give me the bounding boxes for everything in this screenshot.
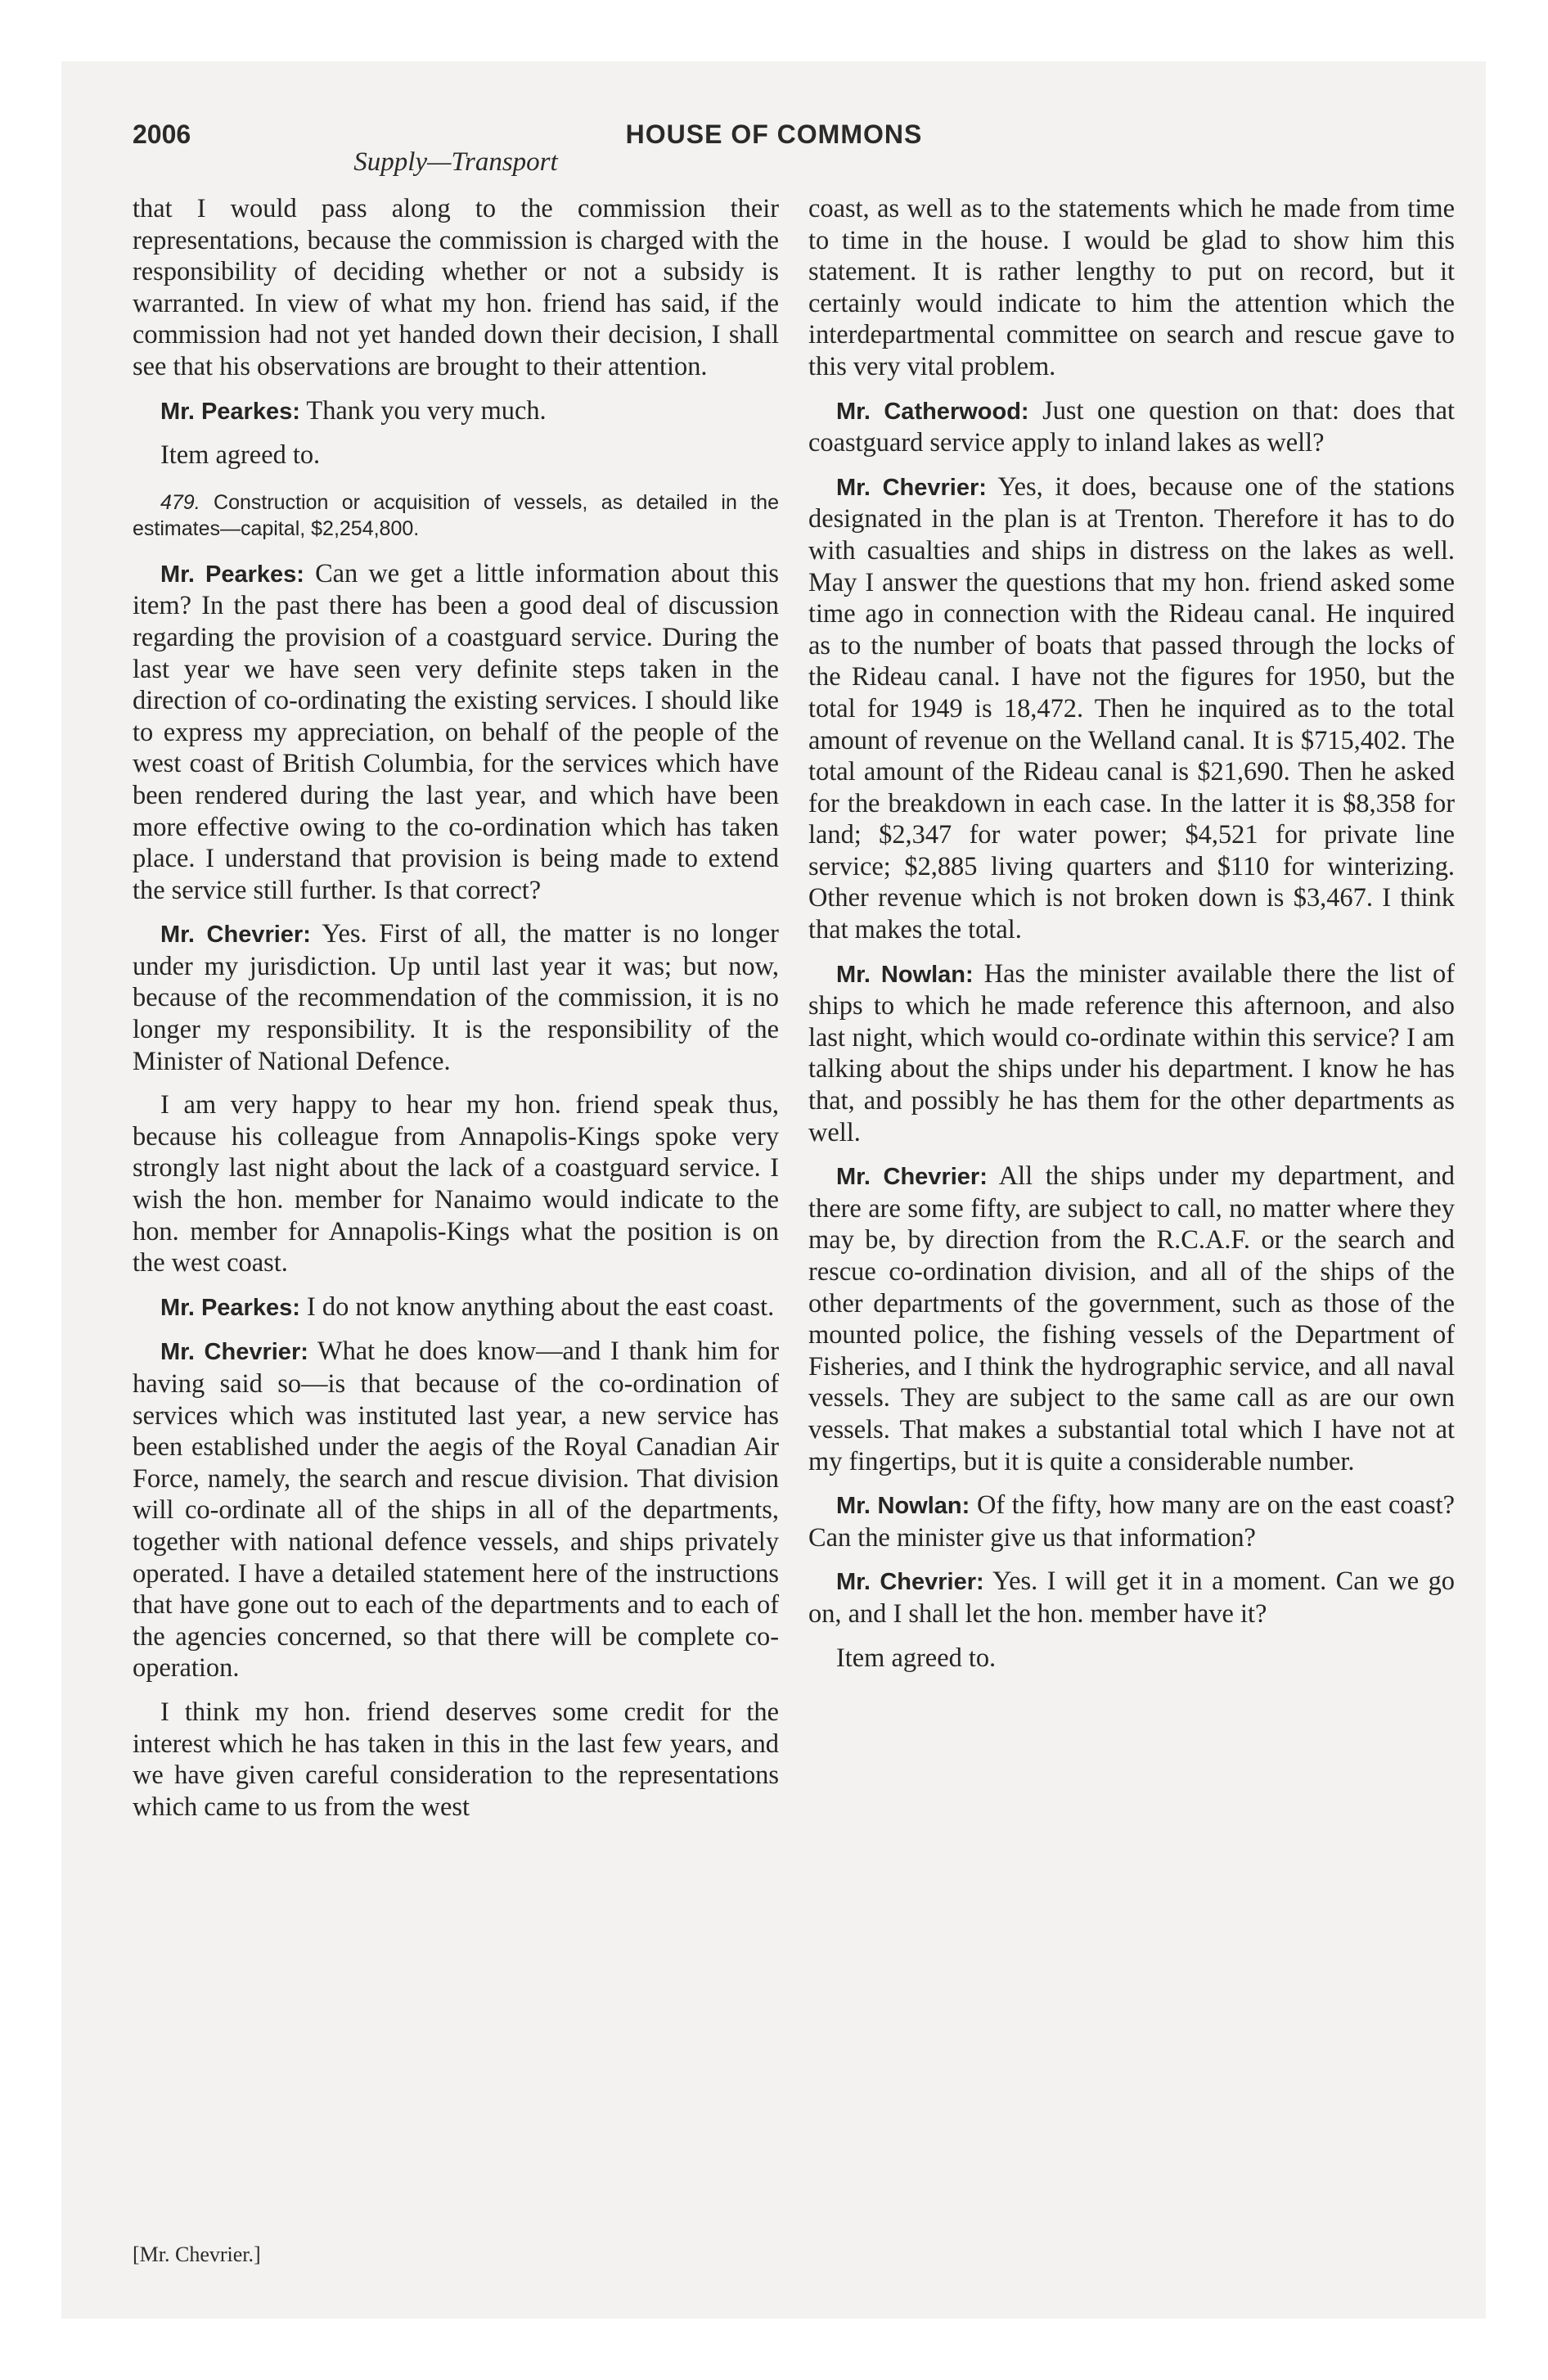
- speech: [133, 1336, 779, 1684]
- speech: [133, 1291, 779, 1324]
- speech-text: Has the minister available there the list of ships to which he made reference this afternoon, and also last night, which would co-ordinate within this service? I am talking about the ships under his department. I know he has that, and possibly he has them for the other departments as well.: [808, 958, 1455, 1147]
- speech-text: Can we get a little information about this item? In the past there has been a good deal of discussion regarding the provision of a coastguard service. During the last year we have seen very definite steps taken in the direction of co-ordinating the existing services. I should like to express my appreciation, on behalf of the people of the west coast of British Columbia, for the services which have been rendered during the last year, and which have been more effective owing to the co-ordination which has taken place. I understand that provision is being made to extend the service still further. Is that correct?: [133, 558, 779, 905]
- speaker-name: Mr. Chevrier:: [160, 1339, 308, 1366]
- speech-text: Of the fifty, how many are on the east coast? Can the minister give us that information?: [808, 1490, 1455, 1553]
- speech: [808, 1566, 1455, 1629]
- paragraph: coast, as well as to the statements which he made from time to time in the house. I would be glad to show him this statement. It is rather lengthy to put on record, but it certainly would indicate to him the attention which the interdepartmental committee on search and rescue gave to this very vital problem.: [808, 194, 1455, 381]
- speech-text: Yes. I will get it in a moment. Can we go on, and I shall let the hon. member have it?: [808, 1566, 1455, 1629]
- speech-text: I do not know anything about the east coast.: [307, 1291, 775, 1322]
- speech: [808, 1161, 1455, 1477]
- speech-text: Yes. First of all, the matter is no longer under my jurisdiction. Up until last year it was; but now, because of the recommendation of the commission, it is no longer my responsibility. It is the responsibility of the Minister of National Defence.: [133, 919, 779, 1076]
- section-heading: Supply—Transport: [353, 147, 558, 177]
- speaker-name: Mr. Chevrier:: [836, 1569, 984, 1596]
- right-column: [808, 193, 1455, 1686]
- speech: [133, 395, 779, 428]
- speech: [133, 918, 779, 1077]
- speaker-name: Mr. Nowlan:: [836, 961, 974, 988]
- running-head: HOUSE OF COMMONS: [625, 119, 923, 149]
- estimate-item: [133, 489, 779, 542]
- page-number: 2006: [133, 119, 191, 149]
- footer-speaker-attribution: [Mr. Chevrier.]: [133, 2243, 261, 2266]
- speech-text: Yes, it does, because one of the stations designated in the plan is at Trenton. Therefore it has to do with casualties and ships in distress on the lakes as well. May I answer the questions that my hon. friend asked some time ago in connection with the Rideau canal. He inquired as to the number of boats that passed through the locks of the Rideau canal. I have not the figures for 1950, but the total for 1949 is 18,472. Then he inquired as to the total amount of revenue on the Welland canal. It is $715,402. The total amount of the Rideau canal is $21,690. Then he asked for the breakdown in each case. In the latter it is $8,358 for land; $2,347 for water power; $4,521 for private line service; $2,885 living quarters and $110 for winterizing. Other revenue which is not broken down is $3,467. I think that makes the total.: [808, 471, 1455, 945]
- speech: [808, 1490, 1455, 1553]
- speaker-name: Mr. Pearkes:: [160, 398, 300, 425]
- speaker-name: Mr. Chevrier:: [836, 1164, 988, 1191]
- paragraph: I am very happy to hear my hon. friend speak thus, because his colleague from Annapolis-Kings spoke very strongly last night about the lack of a coastguard service. I wish the hon. member for Nanaimo would indicate to the hon. member for Annapolis-Kings what the position is on the west coast.: [133, 1090, 779, 1278]
- left-column: [133, 193, 779, 1835]
- speech: [808, 395, 1455, 459]
- speaker-name: Mr. Chevrier:: [160, 922, 311, 949]
- speaker-name: Mr. Nowlan:: [836, 1493, 970, 1520]
- speech-text: Thank you very much.: [306, 395, 547, 426]
- speaker-name: Mr. Chevrier:: [836, 474, 987, 501]
- speech: [808, 958, 1455, 1149]
- speech: [133, 558, 779, 907]
- estimate-number: 479.: [160, 490, 200, 514]
- paragraph: I think my hon. friend deserves some credit for the interest which he has taken in this in the last few years, and we have given careful consideration to the representations which came to us from the west: [133, 1697, 779, 1822]
- speech-text: Just one question on that: does that coastguard service apply to inland lakes as well?: [808, 395, 1456, 458]
- paragraph: Item agreed to.: [836, 1643, 997, 1673]
- speech-text: What he does know—and I thank him for having said so—is that because of the co-ordination of services which was instituted last year, a new service has been established under the aegis of the Royal Canadian Air Force, namely, the search and rescue division. That division will co-ordinate all of the ships in all of the departments, together with national defence vessels, and ships privately operated. I have a detailed statement here of the instructions that have gone out to each of the departments and to each of the agencies concerned, so that there will be complete co-operation.: [133, 1336, 780, 1684]
- paragraph: Item agreed to.: [160, 440, 321, 471]
- speech: [808, 471, 1455, 946]
- speaker-name: Mr. Catherwood:: [836, 398, 1029, 425]
- speaker-name: Mr. Pearkes:: [160, 1294, 300, 1321]
- speaker-name: Mr. Pearkes:: [160, 561, 304, 588]
- paragraph: that I would pass along to the commission their representations, because the commission is charged with the responsibility of deciding whether or not a subsidy is warranted. In view of what my hon. friend has said, if the commission had not yet handed down their decision, I shall see that his observations are brought to their attention.: [133, 194, 779, 381]
- estimate-text: Construction or acquisition of vessels, as detailed in the estimates—capital, $2,254,800.: [133, 490, 779, 540]
- speech-text: All the ships under my department, and there are some fifty, are subject to call, no matter where they may be, by direction from the R.C.A.F. or the search and rescue co-ordination division, and all of the ships of the other departments of the government, such as those of the mounted police, the fishing vessels of the Department of Fisheries, and I think the hydrographic service, and all naval vessels. They are subject to the same call as are our own vessels. That makes a substantial total which I have not at my fingertips, but it is quite a considerable number.: [808, 1161, 1455, 1476]
